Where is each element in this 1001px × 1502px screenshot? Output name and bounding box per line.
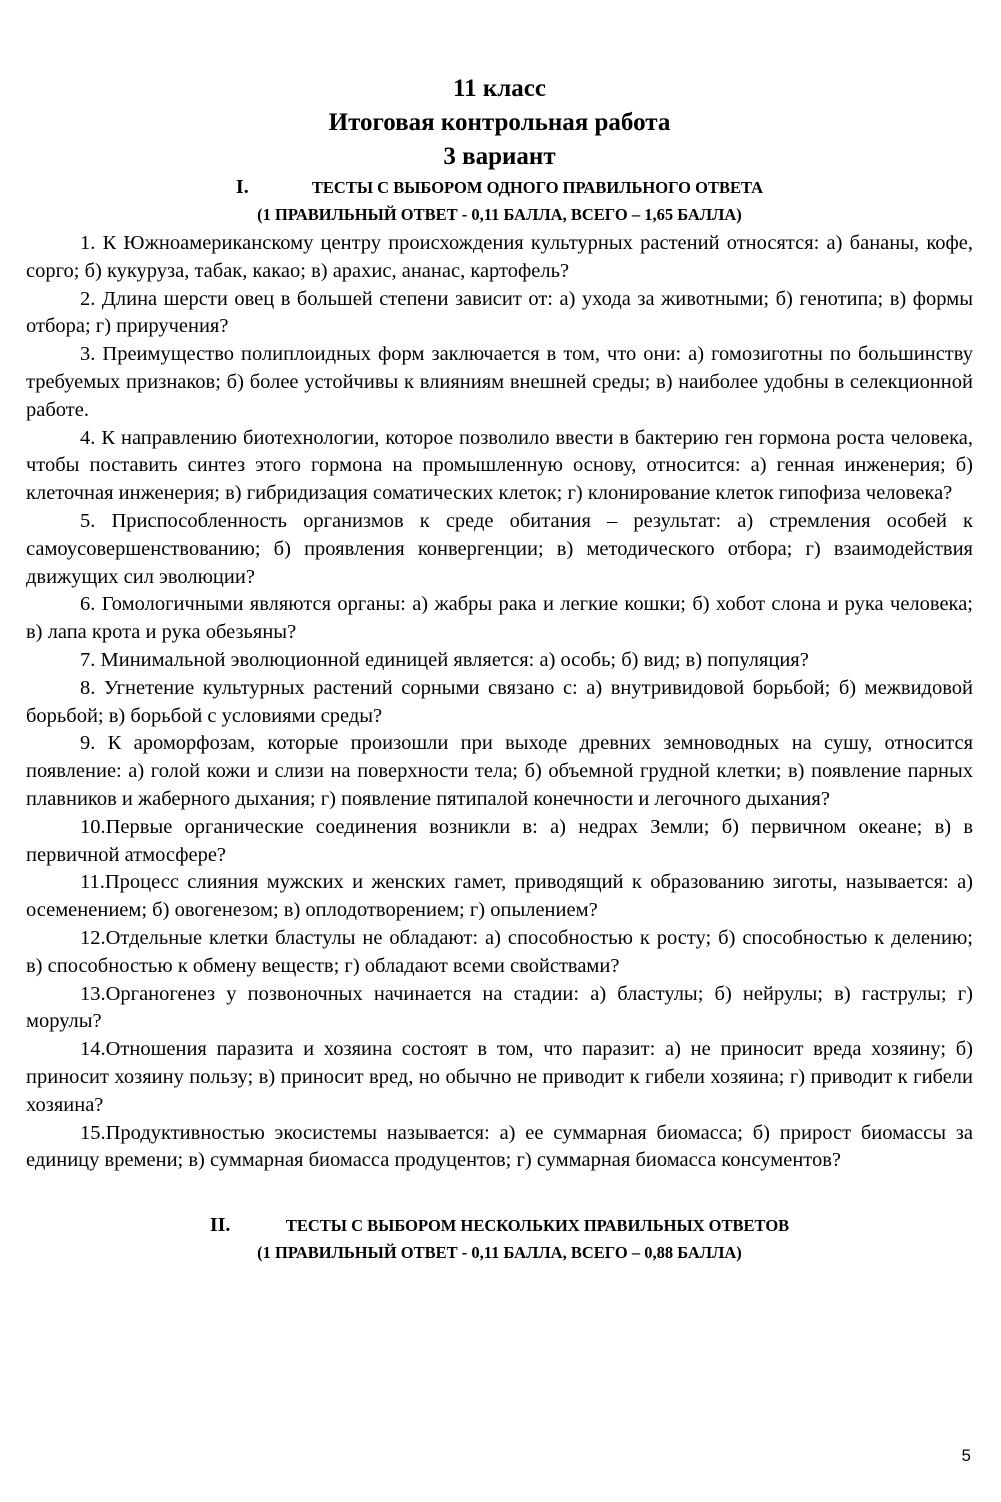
question-11: 11.Процесс слияния мужских и женских гамет, приводящий к образованию зиготы, называется: а) осеменением; б) овогенезом; в) оплодотворением; г) опылением? bbox=[26, 871, 973, 922]
section-1-scoring: (1 ПРАВИЛЬНЫЙ ОТВЕТ - 0,11 БАЛЛА, ВСЕГО – 1,65 БАЛЛА) bbox=[257, 205, 742, 224]
section-1-title: ТЕСТЫ С ВЫБОРОМ ОДНОГО ПРАВИЛЬНОГО ОТВЕТА bbox=[311, 178, 764, 197]
question-9: 9. К ароморфозам, которые произошли при выходе древних земноводных на сушу, относится появление: а) голой кожи и слизи на поверхности тела; б) объемной грудной клетки; в) появление парных плавников и жаберного дыхания; г) появление пятипалой конечности и легочного дыхания? bbox=[26, 732, 973, 810]
section-2-title: ТЕСТЫ С ВЫБОРОМ НЕСКОЛЬКИХ ПРАВИЛЬНЫХ ОТВЕТОВ bbox=[285, 1216, 790, 1236]
section-2 bbox=[26, 1212, 973, 1266]
question-list bbox=[26, 230, 973, 1175]
question-8: 8. Угнетение культурных растений сорными связано с: а) внутривидовой борьбой; б) межвидовой борьбой; в) борьбой с условиями среды? bbox=[26, 676, 973, 727]
question-5: 5. Приспособленность организмов к среде обитания – результат: а) стремления особей к самоусовершенствованию; б) проявления конвергенции; в) методического отбора; г) взаимодействия движущих сил эволюции? bbox=[26, 509, 973, 588]
section-1-number: I. bbox=[235, 176, 249, 198]
grade-title: 11 класс bbox=[453, 75, 546, 102]
section-2-number: II. bbox=[209, 1214, 231, 1237]
question-12: 12.Отдельные клетки бластулы не обладают: а) способностью к росту; б) способностью к делению; в) способностью к обмену веществ; г) обладают всеми свойствами? bbox=[26, 926, 973, 977]
question-3: 3. Преимущество полиплоидных форм заключается в том, что они: а) гомозиготны по большинству требуемых признаков; б) более устойчивы к влияниям внешней среды; в) наиболее удобны в селекционной работе. bbox=[26, 343, 973, 421]
question-4: 4. К направлению биотехнологии, которое позволило ввести в бактерию ген гормона роста человека, чтобы поставить синтез этого гормона на промышленную основу, относится: а) генная инженерия; б) клеточная инженерия; в) гибридизация соматических клеток; г) клонирование клеток гипофиза человека? bbox=[26, 426, 973, 505]
question-1: 1. К Южноамериканскому центру происхождения культурных растений относятся: а) бананы, кофе, сорго; б) кукуруза, табак, какао; в) арахис, ананас, картофель? bbox=[26, 232, 973, 282]
title-block bbox=[26, 0, 973, 174]
question-15: 15.Продуктивностью экосистемы называется: а) ее суммарная биомасса; б) прирост биомассы за единицу времени; в) суммарная биомасса продуцентов; г) суммарная биомасса консументов? bbox=[26, 1121, 973, 1172]
question-7: 7. Минимальной эволюционной единицей является: а) особь; б) вид; в) популяция? bbox=[80, 648, 809, 671]
page-number: 5 bbox=[961, 1446, 971, 1465]
section-2-heading bbox=[26, 1212, 973, 1239]
section-1-heading bbox=[26, 174, 973, 201]
question-13: 13.Органогенез у позвоночных начинается на стадии: а) бластулы; б) нейрулы; в) гаструлы; г) морулы? bbox=[26, 982, 973, 1033]
section-2-scoring: (1 ПРАВИЛЬНЫЙ ОТВЕТ - 0,11 БАЛЛА, ВСЕГО – 0,88 БАЛЛА) bbox=[257, 1243, 742, 1263]
question-6: 6. Гомологичными являются органы: а) жабры рака и легкие кошки; б) хобот слона и рука человека; в) лапа крота и рука обезьяны? bbox=[26, 593, 973, 644]
question-10: 10.Первые органические соединения возникли в: а) недрах Земли; б) первичном океане; в) в первичной атмосфере? bbox=[26, 815, 973, 866]
work-title: Итоговая контрольная работа bbox=[328, 109, 671, 136]
question-2: 2. Длина шерсти овец в большей степени зависит от: а) ухода за животными; б) генотипа; в) формы отбора; г) приручения? bbox=[26, 287, 973, 338]
question-14: 14.Отношения паразита и хозяина состоят в том, что паразит: а) не приносит вреда хозяину; б) приносит хозяину пользу; в) приносит вред, но обычно не приводит к гибели хозяина; г) приводит к гибели хозяина? bbox=[26, 1038, 973, 1116]
variant-title: 3 вариант bbox=[443, 143, 556, 170]
